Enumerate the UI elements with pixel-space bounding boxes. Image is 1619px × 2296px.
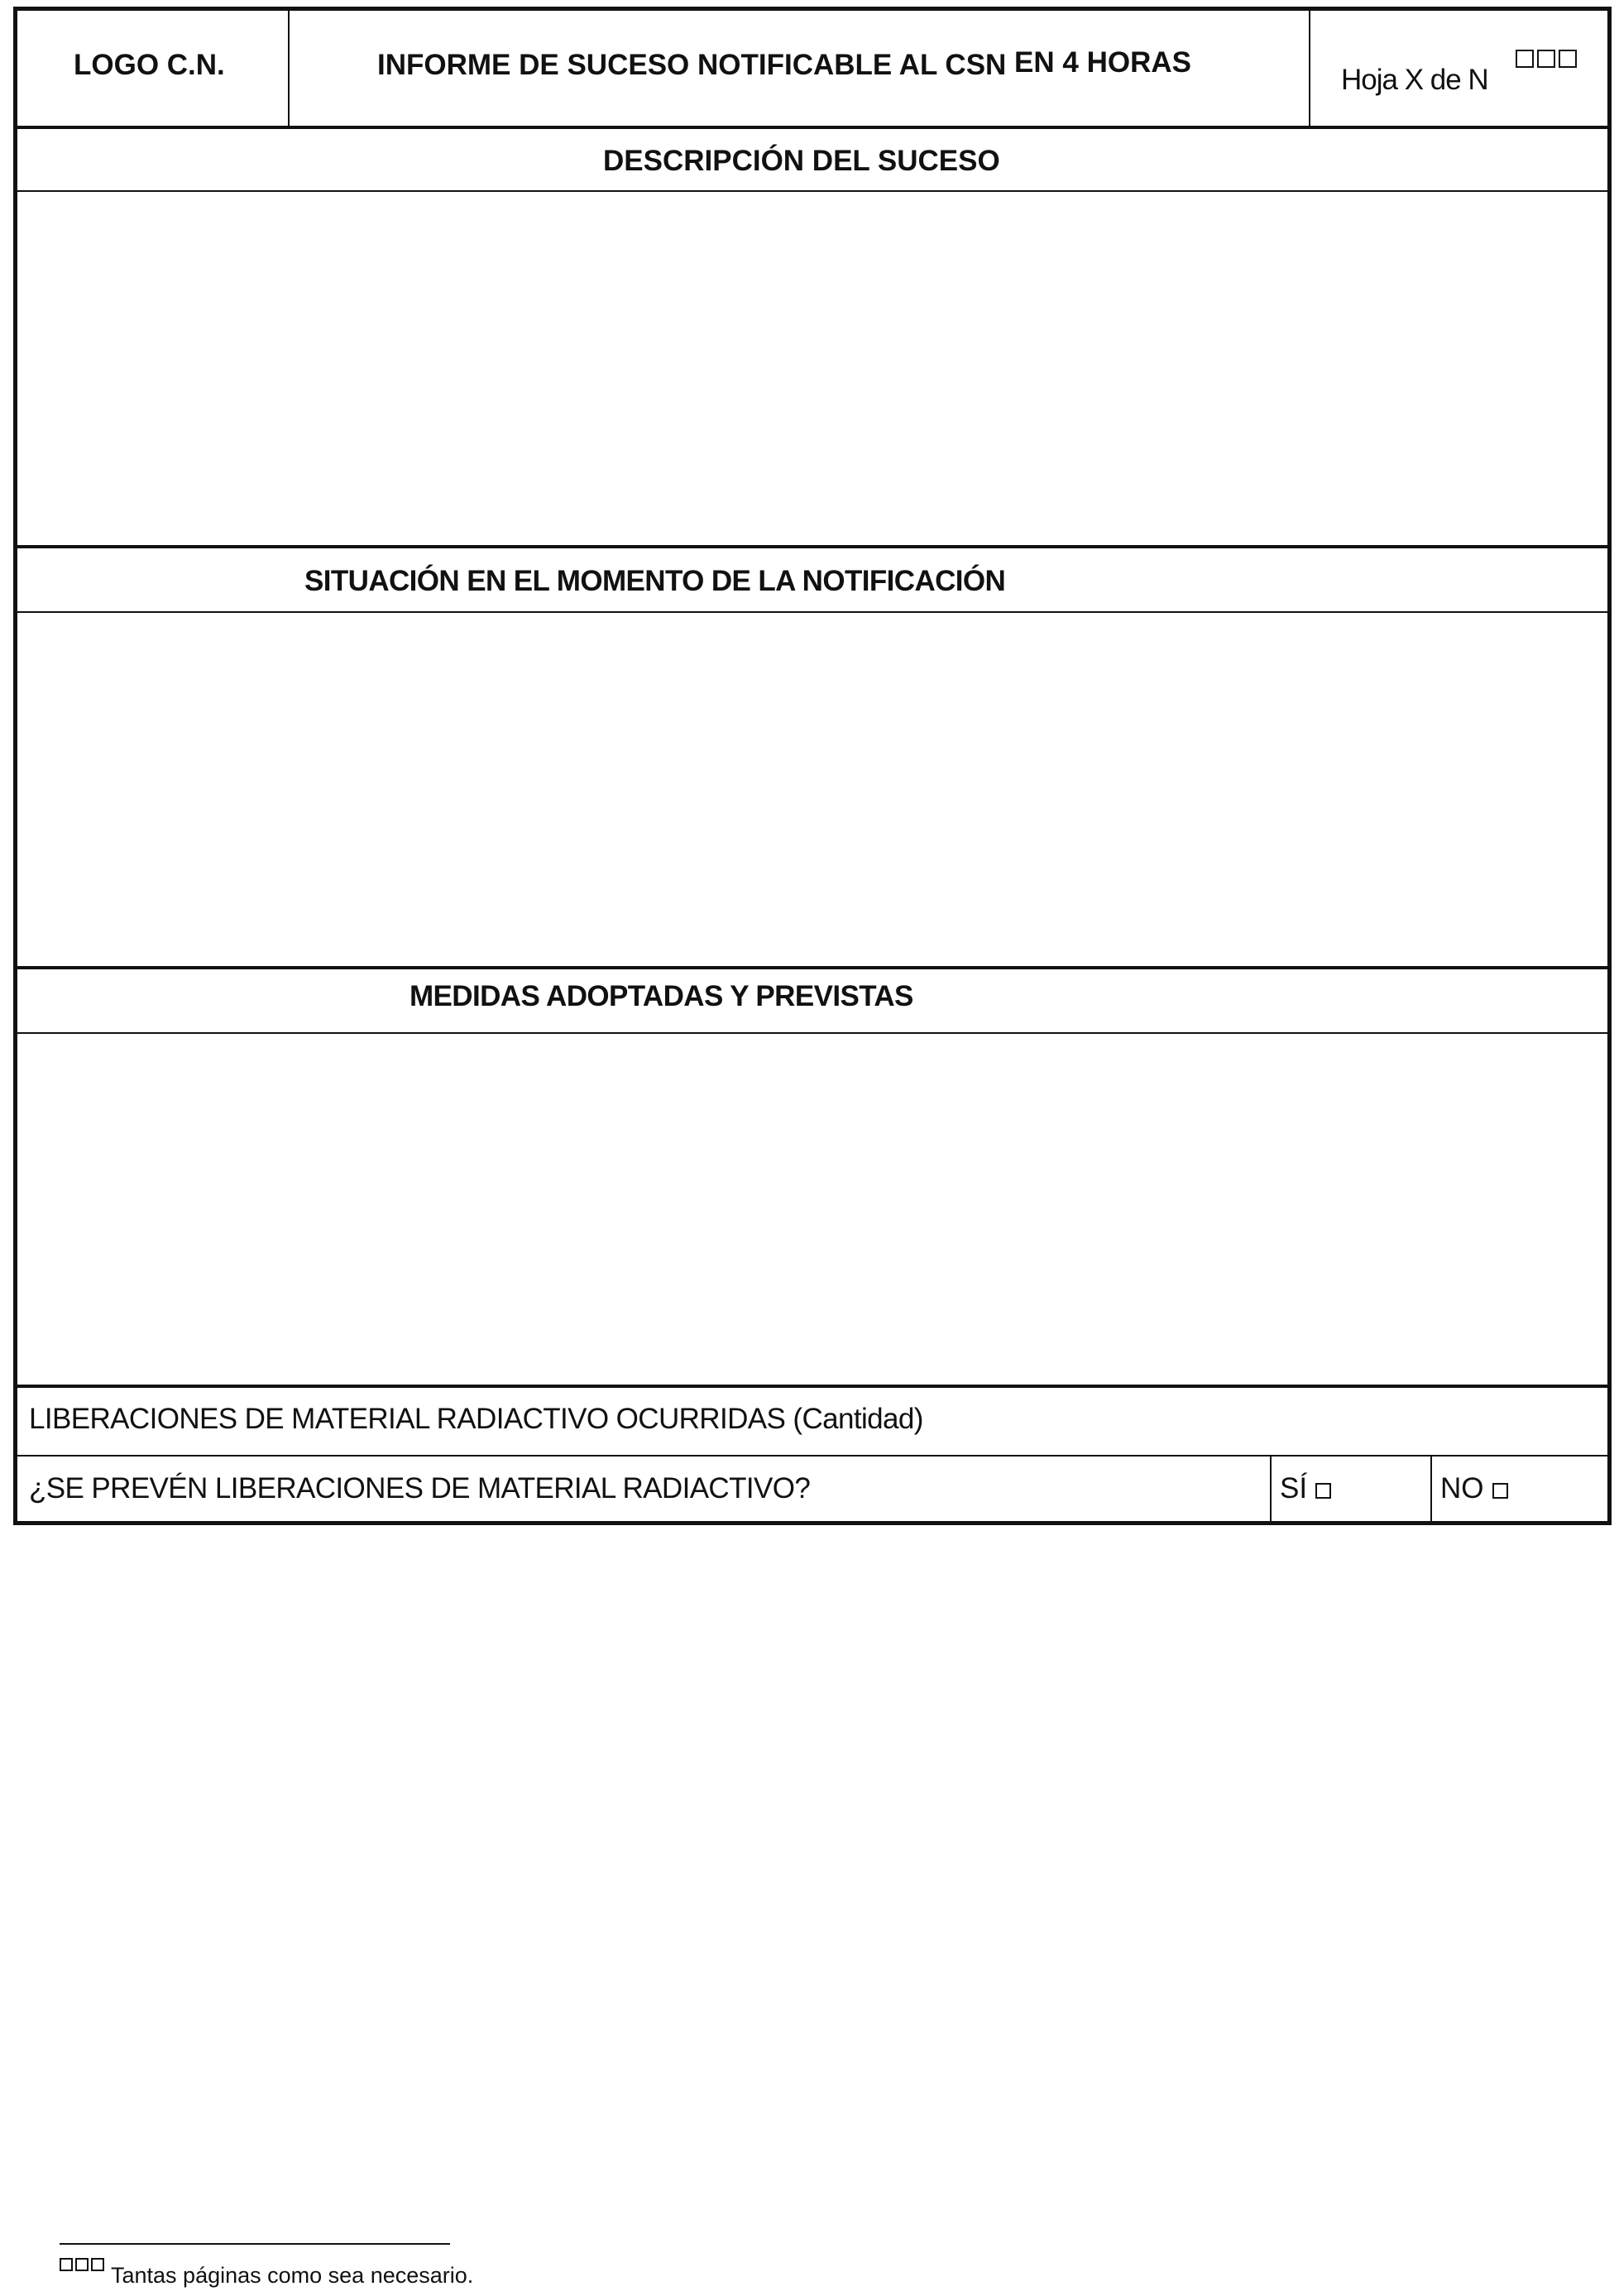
description-bottom-rule	[17, 545, 1607, 548]
form-title-main: INFORME DE SUCESO NOTIFICABLE AL CSN	[377, 49, 1007, 81]
measures-field[interactable]	[17, 1034, 1607, 1385]
footnote-square	[75, 2258, 89, 2271]
releases-occurred-rule	[17, 1455, 1607, 1457]
measures-section-title: MEDIDAS ADOPTADAS Y PREVISTAS	[410, 980, 913, 1012]
no-divider	[1430, 1457, 1432, 1525]
incident-report-form	[13, 7, 1612, 1525]
yes-option-label: SÍ	[1280, 1472, 1308, 1504]
yes-option[interactable]	[1280, 1474, 1331, 1503]
yes-checkbox[interactable]	[1315, 1483, 1331, 1499]
description-section-title: DESCRIPCIÓN DEL SUCESO	[603, 145, 1000, 177]
measures-bottom-rule	[17, 1385, 1607, 1388]
yes-divider	[1270, 1457, 1272, 1525]
footnote-square	[60, 2258, 73, 2271]
no-option-label: NO	[1440, 1472, 1484, 1504]
footnote-reference-square	[1537, 50, 1555, 68]
footnote-reference-marks	[1516, 50, 1580, 71]
situation-bottom-rule	[17, 966, 1607, 969]
page-counter	[1341, 65, 1488, 94]
description-field[interactable]	[17, 192, 1607, 545]
header-divider-left	[288, 11, 290, 126]
page-counter-label: Hoja X de N	[1341, 64, 1488, 96]
footnote-reference-square	[1559, 50, 1577, 68]
situation-field[interactable]	[17, 613, 1607, 966]
form-title-hours: EN 4 HORAS	[1014, 46, 1191, 79]
footnote-text: Tantas páginas como sea necesario.	[111, 2263, 474, 2288]
logo-placeholder: LOGO C.N.	[74, 49, 225, 81]
situation-section-title: SITUACIÓN EN EL MOMENTO DE LA NOTIFICACIÓN	[304, 565, 1006, 597]
form-title	[377, 46, 1191, 81]
no-checkbox[interactable]	[1492, 1483, 1508, 1499]
releases-expected-question: ¿SE PREVÉN LIBERACIONES DE MATERIAL RADIACTIVO?	[29, 1472, 811, 1504]
releases-occurred-label: LIBERACIONES DE MATERIAL RADIACTIVO OCURRIDAS (Cantidad)	[29, 1403, 923, 1435]
footnote-square	[91, 2258, 104, 2271]
footnote-marks	[60, 2258, 107, 2274]
footnote-reference-square	[1516, 50, 1534, 68]
header-divider-right	[1309, 11, 1310, 126]
no-option[interactable]	[1440, 1474, 1508, 1503]
footnote-rule	[60, 2243, 450, 2245]
header-bottom-rule	[17, 126, 1607, 129]
